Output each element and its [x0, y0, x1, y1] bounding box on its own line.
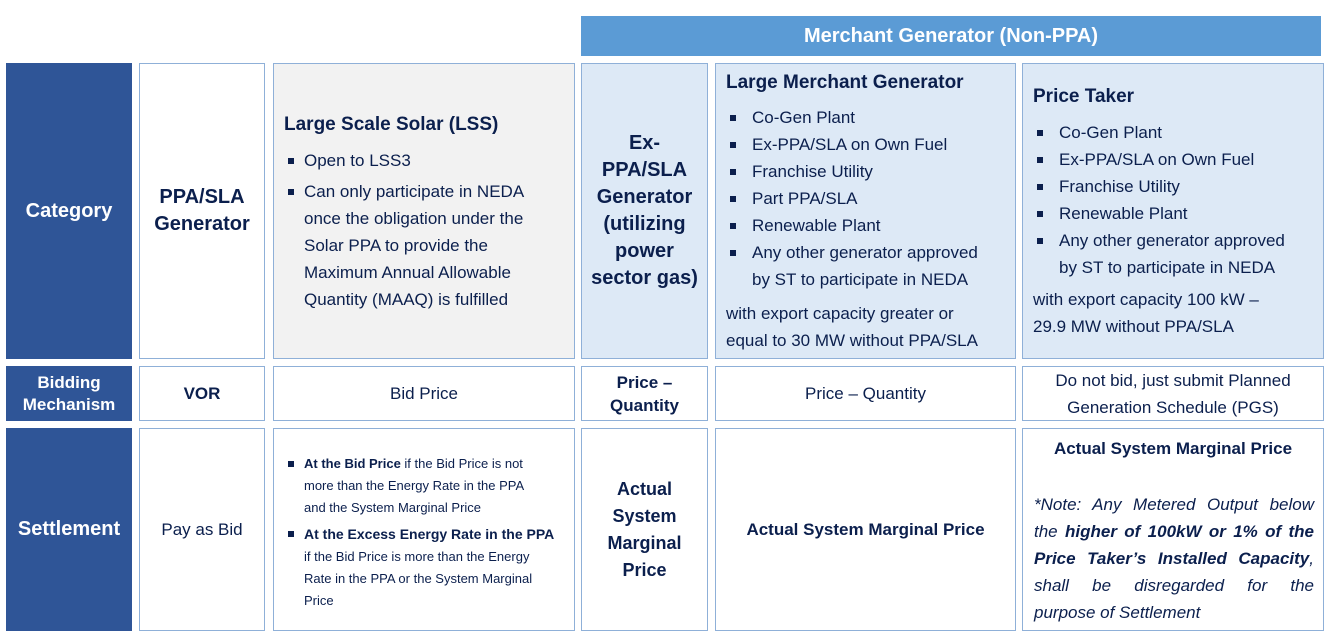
- settlement-price-taker-cell: [1022, 428, 1324, 631]
- category-lss-cell: [273, 63, 575, 359]
- note-l5: purpose of Settlement: [1034, 603, 1201, 622]
- lss-settle-item2-bold: At the Excess Energy Rate in the PPA: [304, 526, 555, 542]
- bidding-price-taker-cell: [1022, 366, 1324, 421]
- lss-item1-line1: Open to LSS3: [304, 151, 411, 170]
- list-item: [286, 453, 571, 519]
- row-header-settlement: [6, 428, 132, 631]
- bidding-ex-ppa-line2: Quantity: [610, 395, 679, 415]
- settle-ex-ppa-line4: Price: [622, 559, 667, 580]
- bidding-ex-ppa-line1: Price –: [616, 372, 673, 392]
- list-item: [728, 239, 1013, 293]
- lm-item: Any other generator approved: [752, 243, 978, 262]
- large-merchant-list: [728, 104, 1013, 293]
- lm-item: Part PPA/SLA: [752, 189, 858, 208]
- lss-item2-line5: Quantity (MAAQ) is fulfilled: [304, 290, 509, 309]
- category-ex-ppa-cell: [581, 63, 708, 359]
- list-item: [286, 147, 571, 174]
- list-item: [1035, 119, 1320, 146]
- settlement-ex-ppa-cell: [581, 428, 708, 631]
- bidding-large-merchant-cell: [715, 366, 1016, 421]
- lm-footer-line1: with export capacity greater or: [726, 304, 954, 323]
- pt-item: Renewable Plant: [1059, 204, 1188, 223]
- lss-title: Large Scale Solar (LSS): [284, 114, 499, 135]
- note-l3a: ,: [1309, 549, 1314, 568]
- list-item: [286, 523, 571, 612]
- ex-ppa-line3: Generator: [596, 186, 693, 208]
- lss-settle-item1-l2: more than the Energy Rate in the PPA: [304, 478, 525, 493]
- bidding-label-line1: Bidding: [37, 372, 101, 392]
- list-item: [728, 131, 1013, 158]
- lm-footer-line2: equal to 30 MW without PPA/SLA: [726, 331, 978, 350]
- category-price-taker-cell: [1022, 63, 1324, 359]
- list-item: [1035, 173, 1320, 200]
- list-item: [286, 178, 571, 313]
- ppa-sla-line2: Generator: [154, 213, 250, 235]
- bidding-price-quantity: Price – Quantity: [805, 383, 926, 403]
- settlement-label: Settlement: [17, 518, 121, 540]
- bidding-ppa-sla-cell: [139, 366, 265, 421]
- lm-item: Renewable Plant: [752, 216, 881, 235]
- settlement-lss-list: [286, 453, 571, 612]
- price-taker-footer: [1033, 286, 1259, 340]
- lss-settle-item1-l1: if the Bid Price is not: [400, 456, 523, 471]
- row-header-bidding: [6, 366, 132, 421]
- list-item: [728, 158, 1013, 185]
- lss-list: [286, 147, 571, 313]
- note-l4: shall be disregarded for the: [1034, 576, 1314, 595]
- note-line2: [1034, 518, 1314, 545]
- ex-ppa-line1: Ex-: [628, 132, 661, 154]
- lm-item: Ex-PPA/SLA on Own Fuel: [752, 135, 948, 154]
- lss-item2-line4: Maximum Annual Allowable: [304, 263, 511, 282]
- settlement-large-merchant-cell: [715, 428, 1016, 631]
- list-item: [1035, 146, 1320, 173]
- bidding-bid-price: Bid Price: [389, 383, 459, 403]
- ex-ppa-line2: PPA/SLA: [601, 159, 688, 181]
- settle-ex-ppa-line2: System: [612, 505, 677, 526]
- lss-settle-item2-l2: Rate in the PPA or the System Marginal: [304, 571, 533, 586]
- note-line3: [1034, 545, 1314, 572]
- list-item: [1035, 227, 1320, 281]
- category-label: Category: [25, 199, 113, 222]
- settlement-lss-cell: [273, 428, 575, 631]
- pt-item: Franchise Utility: [1059, 177, 1180, 196]
- pt-item-cont: by ST to participate in NEDA: [1059, 258, 1276, 277]
- list-item: [728, 104, 1013, 131]
- large-merchant-title: Large Merchant Generator: [726, 72, 964, 93]
- lm-item-cont: by ST to participate in NEDA: [752, 270, 969, 289]
- large-merchant-footer: [726, 300, 978, 354]
- pt-item: Any other generator approved: [1059, 231, 1285, 250]
- settlement-pay-as-bid: Pay as Bid: [161, 519, 243, 539]
- settle-ex-ppa-line3: Marginal: [607, 532, 682, 553]
- ppa-sla-line1: PPA/SLA: [159, 186, 245, 208]
- ex-ppa-line4: (utilizing: [603, 213, 686, 235]
- lss-item2-line3: Solar PPA to provide the: [304, 236, 488, 255]
- note-l2a: the: [1034, 522, 1065, 541]
- settlement-ppa-sla-cell: [139, 428, 265, 631]
- ex-ppa-line5: power: [615, 240, 674, 262]
- lss-settle-item2-l3: Price: [304, 593, 334, 608]
- price-taker-list: [1035, 119, 1320, 281]
- lss-settle-item1-l3: and the System Marginal Price: [304, 500, 482, 515]
- note-l1: *Note: Any Metered Output below: [1034, 495, 1314, 514]
- note-line1: [1034, 491, 1314, 518]
- settle-pt-note: [1034, 491, 1314, 626]
- list-item: [1035, 200, 1320, 227]
- note-l3b: Price Taker’s Installed Capacity: [1034, 549, 1310, 568]
- lss-item2-line1: Can only participate in NEDA: [304, 182, 525, 201]
- price-taker-title: Price Taker: [1033, 86, 1135, 107]
- note-l2b: higher of 100kW or 1% of the: [1064, 522, 1315, 541]
- pt-item: Ex-PPA/SLA on Own Fuel: [1059, 150, 1255, 169]
- pt-item: Co-Gen Plant: [1059, 123, 1162, 142]
- bidding-lss-cell: [273, 366, 575, 421]
- bidding-pt-line2: Generation Schedule (PGS): [1067, 397, 1279, 417]
- bidding-pt-line1: Do not bid, just submit Planned: [1055, 370, 1291, 390]
- settle-pt-title: Actual System Marginal Price: [1053, 439, 1293, 458]
- category-ppa-sla-cell: [139, 63, 265, 359]
- settle-ex-ppa-line1: Actual: [616, 478, 672, 499]
- lss-settle-item2-l1: if the Bid Price is more than the Energy: [304, 549, 530, 564]
- row-header-category: [6, 63, 132, 359]
- pt-footer-line2: 29.9 MW without PPA/SLA: [1033, 317, 1234, 336]
- lss-settle-item1-bold: At the Bid Price: [304, 456, 401, 471]
- bidding-label-line2: Mechanism: [22, 394, 116, 414]
- ex-ppa-line6: sector gas): [591, 267, 698, 289]
- category-large-merchant-cell: [715, 63, 1016, 359]
- merchant-generator-banner: [581, 16, 1321, 56]
- settle-lm-text: Actual System Marginal Price: [746, 519, 985, 539]
- bidding-vor: VOR: [183, 383, 221, 403]
- note-line4: [1034, 572, 1314, 599]
- banner-label: Merchant Generator (Non-PPA): [803, 24, 1099, 47]
- lm-item: Co-Gen Plant: [752, 108, 855, 127]
- bidding-ex-ppa-cell: [581, 366, 708, 421]
- list-item: [728, 185, 1013, 212]
- list-item: [728, 212, 1013, 239]
- note-line5: [1034, 599, 1314, 626]
- lss-item2-line2: once the obligation under the: [304, 209, 524, 228]
- lm-item: Franchise Utility: [752, 162, 873, 181]
- pt-footer-line1: with export capacity 100 kW –: [1033, 290, 1259, 309]
